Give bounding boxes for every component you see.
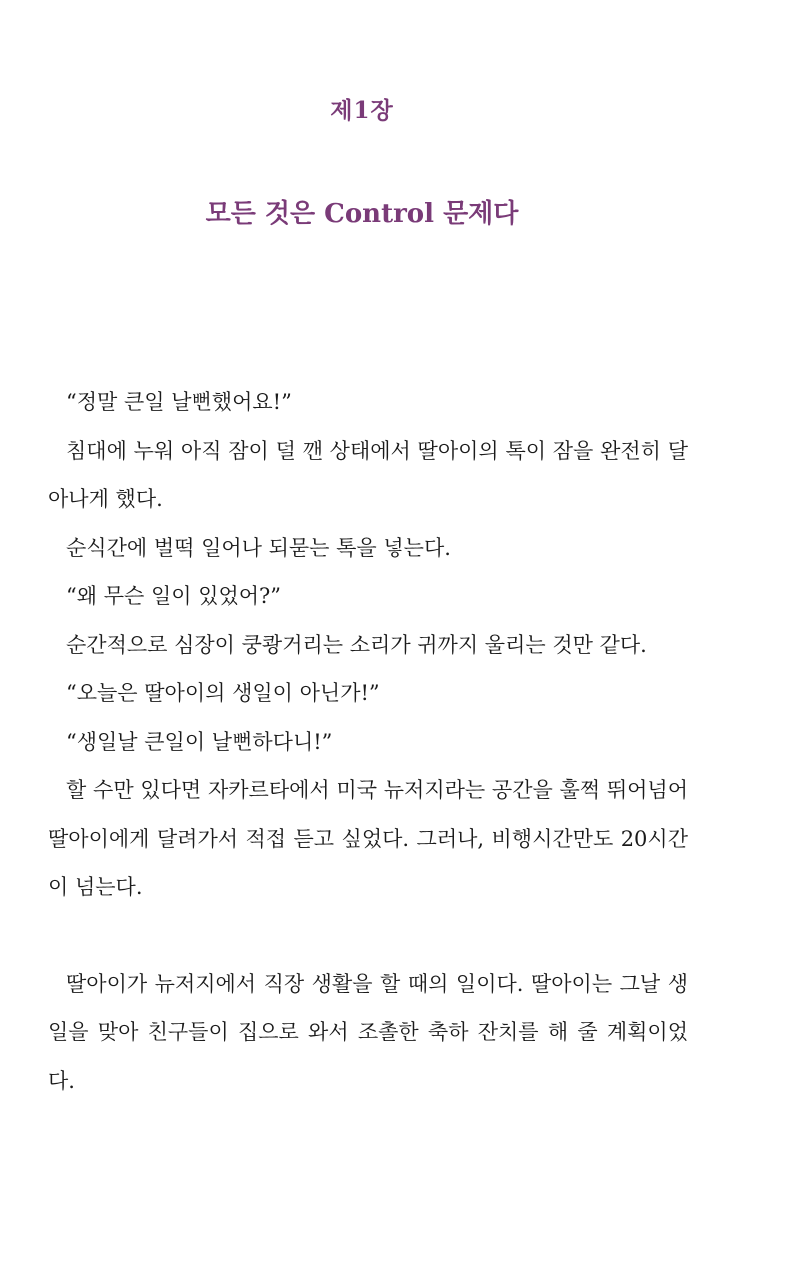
paragraph: 침대에 누워 아직 잠이 덜 깬 상태에서 딸아이의 톡이 잠을 완전히 달아나게 했다. <box>48 438 688 511</box>
paragraph: “왜 무슨 일이 있었어?” <box>66 584 282 608</box>
chapter-title: 모든 것은 Control 문제다 <box>205 199 519 229</box>
chapter-label: 제1장 <box>330 97 394 124</box>
paragraph: 순간적으로 심장이 쿵쾅거리는 소리가 귀까지 울리는 것만 같다. <box>66 632 647 657</box>
paragraph: “오늘은 딸아이의 생일이 아닌가!” <box>66 681 380 705</box>
body-text <box>48 378 688 1105</box>
paragraph: “정말 큰일 날뻔했어요!” <box>66 390 292 414</box>
paragraph: “생일날 큰일이 날뻔하다니!” <box>66 729 333 754</box>
paragraph: 딸아이가 뉴저지에서 직장 생활을 할 때의 일이다. 딸아이는 그날 생일을 맞아 친구들이 집으로 와서 조촐한 축하 잔치를 해 줄 계획이었다. <box>48 971 688 1093</box>
paragraph: 순식간에 벌떡 일어나 되묻는 톡을 넣는다. <box>66 535 451 560</box>
paragraph: 할 수만 있다면 자카르타에서 미국 뉴저지라는 공간을 훌쩍 뛰어넘어 딸아이에게 달려가서 적접 듣고 싶었다. 그러나, 비행시간만도 20시간이 넘는다. <box>48 778 688 899</box>
